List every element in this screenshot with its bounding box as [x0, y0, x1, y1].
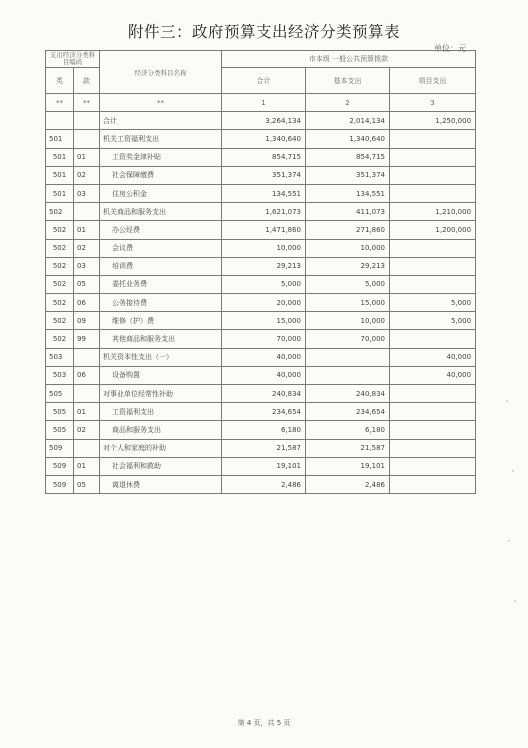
marker-name: **	[100, 94, 222, 112]
category-name-cell: 离退休费	[100, 475, 222, 493]
table-row	[46, 239, 476, 257]
table-row	[46, 439, 476, 457]
basic-cell: 271,860	[306, 221, 390, 239]
table-row	[46, 221, 476, 239]
project-cell	[390, 239, 476, 257]
total-cell: 5,000	[222, 275, 306, 293]
total-cell: 19,101	[222, 457, 306, 475]
category-name-cell: 商品和服务支出	[100, 421, 222, 439]
total-cell: 134,551	[222, 184, 306, 202]
basic-cell: 134,551	[306, 184, 390, 202]
item-code-cell	[74, 439, 100, 457]
basic-cell	[306, 348, 390, 366]
project-header: 项目支出	[390, 68, 476, 94]
total-cell: 10,000	[222, 239, 306, 257]
total-cell: 21,587	[222, 439, 306, 457]
item-code-cell: 01	[74, 221, 100, 239]
category-name-cell: 培训费	[100, 257, 222, 275]
scan-speck	[506, 400, 508, 402]
total-cell: 15,000	[222, 312, 306, 330]
project-cell	[390, 130, 476, 148]
basic-cell: 10,000	[306, 239, 390, 257]
class-code-cell: 502	[46, 239, 74, 257]
class-code-cell: 509	[46, 475, 74, 493]
basic-cell: 2,486	[306, 475, 390, 493]
project-cell	[390, 257, 476, 275]
class-code-cell: 505	[46, 403, 74, 421]
total-cell: 20,000	[222, 294, 306, 312]
item-code-cell: 06	[74, 366, 100, 384]
basic-cell: 351,374	[306, 166, 390, 184]
project-cell: 5,000	[390, 312, 476, 330]
table-row	[46, 403, 476, 421]
category-name-cell: 会议费	[100, 239, 222, 257]
table-row	[46, 257, 476, 275]
project-cell	[390, 439, 476, 457]
total-header: 合计	[222, 68, 306, 94]
basic-cell: 21,587	[306, 439, 390, 457]
class-code-cell: 502	[46, 257, 74, 275]
project-cell	[390, 330, 476, 348]
class-code-cell: 509	[46, 439, 74, 457]
item-code-cell	[74, 112, 100, 130]
scan-speck	[508, 540, 510, 542]
category-name-cell: 其他商品和服务支出	[100, 330, 222, 348]
total-cell: 2,486	[222, 475, 306, 493]
header-row-3	[46, 94, 476, 112]
class-code-cell: 501	[46, 166, 74, 184]
class-code-cell: 502	[46, 312, 74, 330]
project-cell: 1,200,000	[390, 221, 476, 239]
category-name-cell: 办公经费	[100, 221, 222, 239]
project-cell	[390, 457, 476, 475]
class-code-cell: 505	[46, 421, 74, 439]
basic-cell: 5,000	[306, 275, 390, 293]
marker-item: **	[74, 94, 100, 112]
table-row	[46, 385, 476, 403]
scan-speck	[514, 600, 516, 602]
category-name-cell: 委托业务费	[100, 275, 222, 293]
category-name-cell: 合计	[100, 112, 222, 130]
project-cell: 1,210,000	[390, 203, 476, 221]
basic-cell	[306, 366, 390, 384]
category-name-cell: 住房公积金	[100, 184, 222, 202]
category-name-cell: 对事业单位经常性补助	[100, 385, 222, 403]
category-name-cell: 公务接待费	[100, 294, 222, 312]
basic-cell: 19,101	[306, 457, 390, 475]
col-number-1: 1	[222, 94, 306, 112]
total-cell: 351,374	[222, 166, 306, 184]
item-code-cell: 01	[74, 148, 100, 166]
total-cell: 234,654	[222, 403, 306, 421]
basic-cell: 70,000	[306, 330, 390, 348]
category-name-cell: 机关资本性支出（一）	[100, 348, 222, 366]
item-code-cell	[74, 130, 100, 148]
table-row	[46, 275, 476, 293]
table-row	[46, 166, 476, 184]
total-cell: 40,000	[222, 348, 306, 366]
total-cell: 29,213	[222, 257, 306, 275]
total-cell: 1,340,640	[222, 130, 306, 148]
basic-cell: 240,834	[306, 385, 390, 403]
class-code-cell: 502	[46, 294, 74, 312]
item-code-cell: 02	[74, 421, 100, 439]
table-row	[46, 130, 476, 148]
scan-speck	[512, 470, 514, 472]
basic-cell: 29,213	[306, 257, 390, 275]
budget-table	[45, 50, 476, 494]
basic-cell: 411,073	[306, 203, 390, 221]
item-code-cell: 01	[74, 457, 100, 475]
class-code-cell	[46, 112, 74, 130]
basic-header: 基本支出	[306, 68, 390, 94]
class-code-cell: 502	[46, 275, 74, 293]
project-cell	[390, 421, 476, 439]
item-code-cell: 05	[74, 475, 100, 493]
project-cell	[390, 475, 476, 493]
item-code-cell	[74, 203, 100, 221]
item-code-cell	[74, 348, 100, 366]
table-row	[46, 294, 476, 312]
table-row	[46, 348, 476, 366]
econ-class-header: 支出经济分类科目编码	[46, 51, 100, 68]
table-row	[46, 312, 476, 330]
table-row	[46, 366, 476, 384]
category-name-cell: 社会福利和救助	[100, 457, 222, 475]
category-name-cell: 机关商品和服务支出	[100, 203, 222, 221]
item-code-cell: 01	[74, 403, 100, 421]
project-cell	[390, 184, 476, 202]
total-cell: 1,621,073	[222, 203, 306, 221]
basic-cell: 2,014,134	[306, 112, 390, 130]
total-cell: 70,000	[222, 330, 306, 348]
category-name-cell: 工资奖金津补贴	[100, 148, 222, 166]
category-name-cell: 设备购置	[100, 366, 222, 384]
class-code-cell: 502	[46, 330, 74, 348]
project-cell	[390, 403, 476, 421]
item-code-cell: 03	[74, 184, 100, 202]
page-footer: 第 4 页，共 5 页	[237, 719, 291, 727]
basic-cell: 854,715	[306, 148, 390, 166]
col-number-2: 2	[306, 94, 390, 112]
funding-header: 市本级 一般公共预算拨款	[222, 51, 476, 68]
type-header: 类	[46, 68, 74, 94]
name-header: 经济分类科目名称	[100, 51, 222, 94]
project-cell: 5,000	[390, 294, 476, 312]
item-code-cell: 03	[74, 257, 100, 275]
marker-type: **	[46, 94, 74, 112]
document-title: 附件三：政府预算支出经济分类预算表	[127, 23, 400, 41]
table-row	[46, 330, 476, 348]
item-code-cell	[74, 385, 100, 403]
item-header: 款	[74, 68, 100, 94]
header-row-1	[46, 51, 476, 68]
class-code-cell: 501	[46, 148, 74, 166]
class-code-cell: 509	[46, 457, 74, 475]
basic-cell: 10,000	[306, 312, 390, 330]
item-code-cell: 05	[74, 275, 100, 293]
basic-cell: 15,000	[306, 294, 390, 312]
category-name-cell: 维修（护）费	[100, 312, 222, 330]
total-cell: 240,834	[222, 385, 306, 403]
table-row	[46, 475, 476, 493]
total-cell: 1,471,860	[222, 221, 306, 239]
category-name-cell: 工资福利支出	[100, 403, 222, 421]
item-code-cell: 02	[74, 239, 100, 257]
table-row	[46, 184, 476, 202]
basic-cell: 234,654	[306, 403, 390, 421]
class-code-cell: 501	[46, 184, 74, 202]
project-cell	[390, 275, 476, 293]
unit-label: 单位：元	[434, 44, 466, 53]
category-name-cell: 机关工资福利支出	[100, 130, 222, 148]
table-row	[46, 457, 476, 475]
class-code-cell: 502	[46, 203, 74, 221]
project-cell	[390, 148, 476, 166]
basic-cell: 1,340,640	[306, 130, 390, 148]
col-number-3: 3	[390, 94, 476, 112]
class-code-cell: 503	[46, 366, 74, 384]
table-body	[46, 112, 476, 494]
project-cell	[390, 166, 476, 184]
total-cell: 40,000	[222, 366, 306, 384]
table-row	[46, 112, 476, 130]
item-code-cell: 06	[74, 294, 100, 312]
project-cell: 1,250,000	[390, 112, 476, 130]
category-name-cell: 社会保障缴费	[100, 166, 222, 184]
total-cell: 854,715	[222, 148, 306, 166]
class-code-cell: 505	[46, 385, 74, 403]
class-code-cell: 502	[46, 221, 74, 239]
class-code-cell: 503	[46, 348, 74, 366]
total-cell: 6,180	[222, 421, 306, 439]
category-name-cell: 对个人和家庭的补助	[100, 439, 222, 457]
project-cell: 40,000	[390, 348, 476, 366]
project-cell: 40,000	[390, 366, 476, 384]
total-cell: 3,264,134	[222, 112, 306, 130]
class-code-cell: 501	[46, 130, 74, 148]
basic-cell: 6,180	[306, 421, 390, 439]
table-row	[46, 421, 476, 439]
item-code-cell: 02	[74, 166, 100, 184]
project-cell	[390, 385, 476, 403]
table-row	[46, 148, 476, 166]
item-code-cell: 09	[74, 312, 100, 330]
item-code-cell: 99	[74, 330, 100, 348]
table-row	[46, 203, 476, 221]
